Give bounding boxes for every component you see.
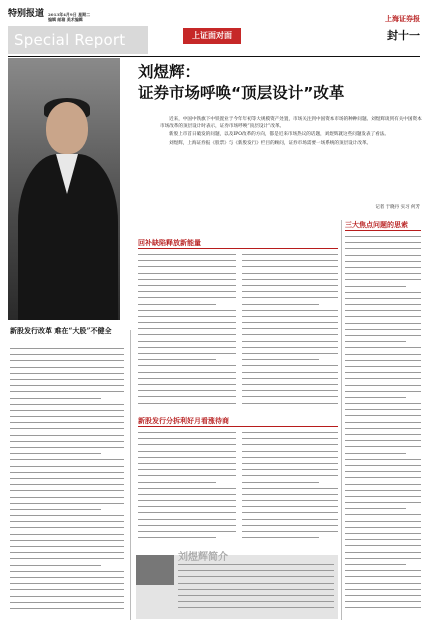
text-line: [138, 488, 236, 489]
bio-photo: [136, 555, 174, 585]
text-line: [138, 403, 236, 404]
text-line: [138, 310, 236, 311]
text-line: [10, 354, 124, 355]
text-line: [10, 608, 124, 609]
text-line: [10, 404, 124, 405]
text-line: [242, 469, 338, 470]
text-line: [138, 494, 236, 495]
text-line: [138, 378, 236, 379]
text-line: [138, 297, 236, 298]
text-line: [138, 273, 236, 274]
text-line: [345, 471, 421, 472]
text-line: [10, 447, 124, 448]
text-line: [10, 490, 124, 491]
text-line: [345, 415, 421, 416]
text-line: [138, 260, 236, 261]
text-line: [178, 607, 334, 608]
lead-para: 刘煜辉，上海证券报《股票》与《新股发行》栏目的顾问，证券市场需要一场系统的顶层设计改革。: [169, 140, 372, 146]
text-line: [242, 359, 319, 360]
meta-line-2: 编辑 邮箱 美术编辑: [48, 17, 83, 22]
text-line: [138, 396, 236, 397]
text-line: [345, 589, 421, 590]
text-line: [242, 384, 338, 385]
text-line: [345, 403, 421, 404]
text-line: [345, 607, 421, 608]
text-line: [345, 385, 421, 386]
text-line: [10, 478, 124, 479]
text-line: [138, 469, 236, 470]
text-line: [138, 316, 236, 317]
text-line: [138, 512, 236, 513]
text-line: [242, 353, 338, 354]
text-line: [345, 490, 421, 491]
text-line: [242, 463, 338, 464]
text-line: [10, 459, 124, 460]
section-rule-2: [138, 426, 338, 427]
text-line: [345, 248, 421, 249]
text-line: [345, 279, 421, 280]
text-line: [345, 440, 421, 441]
text-line: [242, 457, 338, 458]
text-line: [242, 506, 338, 507]
text-line: [242, 378, 338, 379]
text-line: [242, 266, 338, 267]
text-line: [138, 482, 216, 483]
text-line: [138, 334, 236, 335]
text-line: [10, 546, 124, 547]
text-line: [345, 323, 421, 324]
text-line: [138, 341, 236, 342]
text-line: [242, 254, 338, 255]
text-line: [345, 360, 421, 361]
text-line: [10, 379, 124, 380]
text-line: [345, 459, 421, 460]
page-number: 封十一: [387, 29, 420, 42]
text-line: [178, 576, 334, 577]
text-line: [138, 432, 236, 433]
text-line: [345, 329, 421, 330]
text-line: [10, 565, 101, 566]
text-line: [10, 527, 124, 528]
text-line: [10, 367, 124, 368]
lead-para: 近来，中国中铁旗下中铁置业于今年年初等大规模资产处置，市场关注到中国资本市场的种种问题。刘煜辉谈到有关中国资本市场改革的顶层设计时表示，证券市场呼唤“顶层设计”改革。: [160, 117, 422, 130]
text-line: [138, 291, 236, 292]
text-line: [138, 463, 236, 464]
text-line: [138, 519, 236, 520]
text-line: [242, 316, 338, 317]
text-line: [345, 570, 421, 571]
text-line: [242, 273, 338, 274]
text-line: [242, 285, 338, 286]
left-column-text: [10, 348, 124, 618]
text-line: [242, 341, 338, 342]
text-line: [242, 322, 338, 323]
text-line: [345, 366, 421, 367]
text-line: [345, 508, 406, 509]
text-line: [178, 564, 334, 565]
text-line: [10, 466, 124, 467]
text-line: [178, 595, 334, 596]
text-line: [345, 477, 421, 478]
text-line: [10, 583, 124, 584]
byline: 记者 于晓丹 实习 何芳: [375, 205, 420, 210]
text-line: [10, 453, 101, 454]
text-line: [138, 438, 236, 439]
text-line: [242, 488, 338, 489]
text-line: [138, 525, 236, 526]
text-line: [10, 521, 124, 522]
text-line: [242, 475, 338, 476]
newspaper-brand: 上海证券报: [385, 14, 420, 23]
text-line: [345, 292, 421, 293]
text-line: [242, 512, 338, 513]
text-line: [10, 435, 124, 436]
text-line: [138, 347, 236, 348]
text-line: [138, 372, 236, 373]
column-divider: [130, 330, 131, 620]
text-line: [242, 347, 338, 348]
text-line: [345, 552, 421, 553]
text-line: [345, 354, 421, 355]
text-line: [345, 310, 421, 311]
text-line: [242, 310, 338, 311]
text-line: [345, 564, 406, 565]
text-line: [178, 601, 334, 602]
text-line: [345, 453, 406, 454]
text-line: [138, 444, 236, 445]
headline-line-1: 刘煜辉：: [138, 63, 201, 81]
text-line: [242, 444, 338, 445]
text-line: [345, 347, 421, 348]
text-line: [345, 267, 421, 268]
text-line: [10, 385, 124, 386]
text-line: [10, 571, 124, 572]
text-line: [345, 465, 421, 466]
text-line: [10, 540, 124, 541]
text-line: [138, 384, 236, 385]
text-line: [10, 602, 124, 603]
text-line: [345, 286, 406, 287]
text-line: [10, 515, 124, 516]
text-line: [345, 341, 406, 342]
lead-para: 新股上市首日破发的问题，以及IPO改革的方向，都是近来市场热议的话题，刘煜辉就这些问题发表了看法。: [169, 132, 389, 138]
text-line: [345, 446, 421, 447]
text-line: [10, 441, 124, 442]
text-line: [345, 583, 421, 584]
text-line: [138, 531, 236, 532]
text-line: [242, 525, 338, 526]
text-line: [345, 409, 421, 410]
text-line: [345, 527, 421, 528]
text-line: [138, 304, 216, 305]
text-line: [345, 496, 421, 497]
text-line: [242, 451, 338, 452]
text-line: [345, 422, 421, 423]
text-line: [242, 519, 338, 520]
text-line: [242, 494, 338, 495]
text-line: [345, 242, 421, 243]
text-line: [138, 266, 236, 267]
lead-paragraphs: [160, 116, 422, 148]
bio-title: 刘煜辉简介: [178, 552, 228, 563]
section-en: Special Report: [14, 31, 126, 49]
text-line: [345, 397, 406, 398]
text-line: [345, 558, 421, 559]
text-line: [345, 521, 421, 522]
text-line: [10, 398, 101, 399]
text-line: [138, 365, 236, 366]
text-line: [345, 372, 421, 373]
text-line: [138, 279, 236, 280]
text-line: [242, 432, 338, 433]
text-line: [10, 509, 101, 510]
text-line: [138, 353, 236, 354]
text-line: [10, 534, 124, 535]
text-line: [10, 596, 124, 597]
text-line: [242, 531, 338, 532]
text-line: [345, 595, 421, 596]
left-column-heading: 新股发行改革 难在“大股”不健全: [10, 326, 112, 335]
text-line: [345, 576, 421, 577]
text-line: [138, 322, 236, 323]
text-line: [178, 570, 334, 571]
text-line: [345, 514, 421, 515]
text-line: [10, 577, 124, 578]
text-line: [345, 378, 421, 379]
text-line: [178, 589, 334, 590]
meta-line-1: 2013年4月9日 星期二: [48, 12, 91, 17]
body-text-col-4: [242, 432, 338, 546]
text-line: [10, 589, 124, 590]
text-line: [242, 500, 338, 501]
text-line: [345, 484, 421, 485]
text-line: [10, 472, 124, 473]
text-line: [345, 298, 421, 299]
text-line: [10, 484, 124, 485]
text-line: [345, 533, 421, 534]
text-line: [242, 304, 319, 305]
text-line: [345, 428, 421, 429]
text-line: [345, 539, 421, 540]
text-line: [10, 503, 124, 504]
text-line: [138, 475, 236, 476]
bio-text: [178, 564, 334, 616]
body-text-col-3: [138, 432, 236, 546]
text-line: [345, 601, 421, 602]
text-line: [10, 428, 124, 429]
header-right: [385, 14, 420, 43]
header-rule: [8, 56, 420, 57]
section-heading-1: 回补缺陷释放新能量: [138, 239, 201, 247]
text-line: [138, 390, 236, 391]
text-line: [178, 583, 334, 584]
right-column-text: [345, 236, 421, 620]
text-line: [345, 273, 421, 274]
text-line: [345, 261, 421, 262]
text-line: [242, 328, 338, 329]
column-divider: [341, 220, 342, 620]
text-line: [242, 334, 338, 335]
text-line: [10, 410, 124, 411]
section-header: [8, 6, 178, 22]
text-line: [345, 316, 421, 317]
text-line: [138, 359, 216, 360]
text-line: [242, 396, 338, 397]
section-heading-2: 新股发行分拆利好月看涨待商: [138, 417, 229, 425]
text-line: [10, 558, 124, 559]
text-line: [138, 451, 236, 452]
section-heading-3: 三大焦点问题的思索: [345, 221, 408, 229]
text-line: [242, 537, 319, 538]
text-line: [242, 279, 338, 280]
text-line: [138, 500, 236, 501]
text-line: [345, 255, 421, 256]
text-line: [242, 438, 338, 439]
text-line: [10, 360, 124, 361]
text-line: [242, 482, 319, 483]
text-line: [242, 260, 338, 261]
text-line: [242, 372, 338, 373]
text-line: [10, 422, 124, 423]
text-line: [345, 545, 421, 546]
headline-line-2: 证券市场呼唤“顶层设计”改革: [138, 84, 345, 102]
text-line: [345, 502, 421, 503]
text-line: [138, 457, 236, 458]
text-line: [138, 285, 236, 286]
text-line: [345, 304, 421, 305]
text-line: [10, 373, 124, 374]
section-rule-1: [138, 248, 338, 249]
section-label: 特别报道: [8, 9, 45, 19]
text-line: [242, 291, 338, 292]
text-line: [138, 328, 236, 329]
column-logo: 上证面对面: [183, 28, 241, 44]
text-line: [138, 537, 216, 538]
text-line: [138, 254, 236, 255]
text-line: [242, 390, 338, 391]
header-left: [8, 6, 178, 56]
headline: [138, 62, 420, 104]
text-line: [345, 236, 421, 237]
text-line: [242, 403, 338, 404]
text-line: [345, 391, 421, 392]
text-line: [10, 497, 124, 498]
text-line: [345, 335, 421, 336]
text-line: [138, 506, 236, 507]
text-line: [242, 297, 338, 298]
section-rule-3: [345, 230, 421, 231]
text-line: [10, 552, 124, 553]
text-line: [10, 348, 124, 349]
portrait-photo: [8, 58, 120, 320]
text-line: [242, 365, 338, 366]
body-text-col-2: [242, 254, 338, 410]
text-line: [10, 416, 124, 417]
text-line: [10, 391, 124, 392]
body-text-col-1: [138, 254, 236, 410]
text-line: [345, 434, 421, 435]
